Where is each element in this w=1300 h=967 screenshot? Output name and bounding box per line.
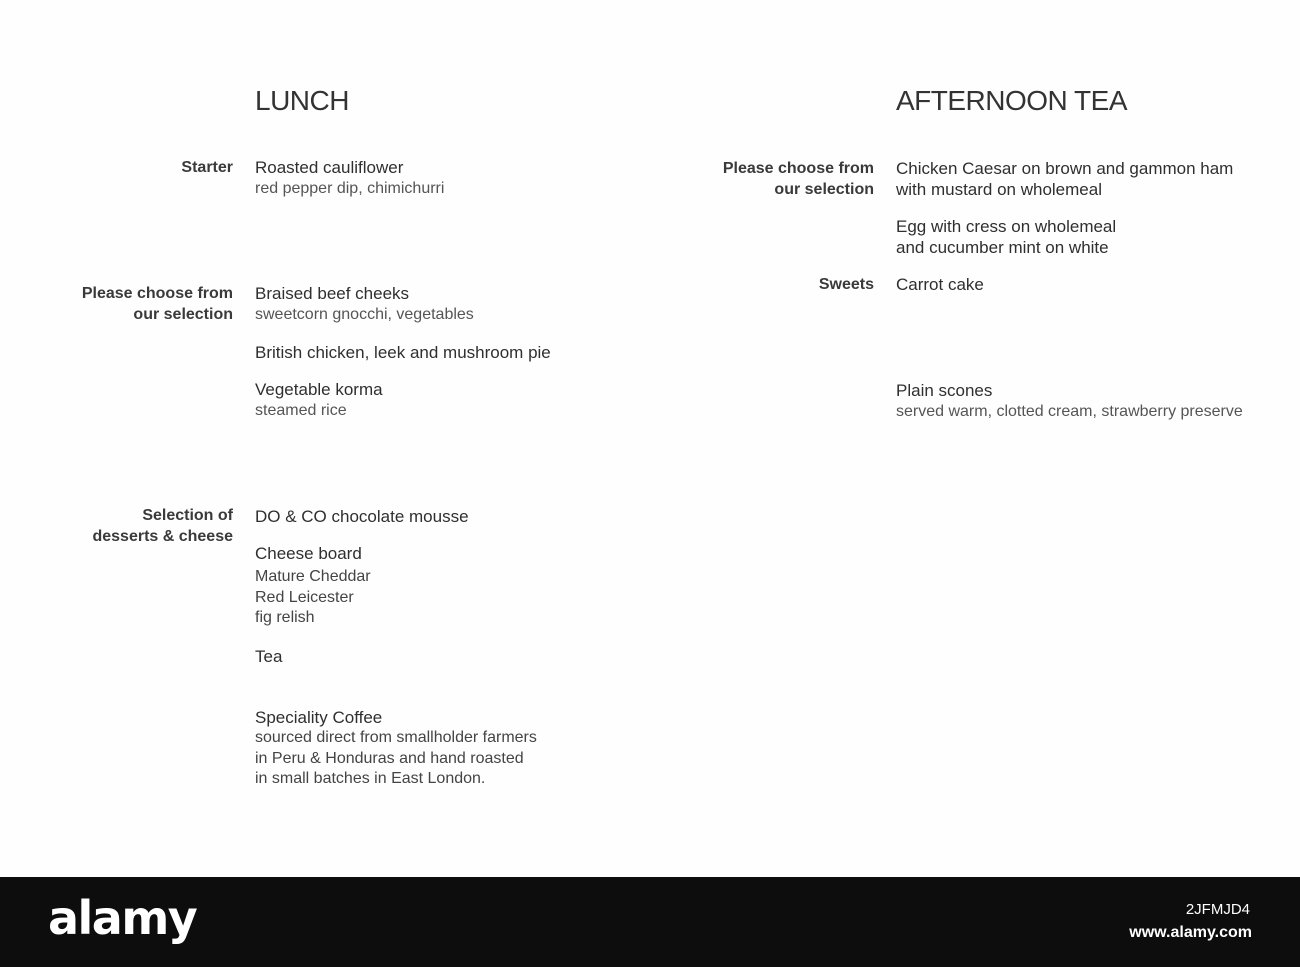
starter-label: Starter	[181, 159, 233, 176]
dessert1-item	[255, 506, 469, 527]
main1-item	[255, 283, 474, 325]
lunch-heading: LUNCH	[255, 85, 349, 116]
coffee-item	[255, 707, 537, 790]
main3-item	[255, 379, 383, 421]
footer-bar	[0, 877, 1300, 967]
sweets1-title: Carrot cake	[896, 275, 984, 294]
sweets-label: Sweets	[818, 276, 874, 293]
dessert1-title: DO & CO chocolate mousse	[255, 507, 469, 526]
site-url[interactable]: www.alamy.com	[1129, 924, 1252, 941]
tea-choose-label-line2: our selection	[774, 181, 874, 198]
dessert-label-line2: desserts & cheese	[92, 528, 233, 545]
sandwich1-line1: Chicken Caesar on brown and gammon ham	[896, 159, 1234, 178]
cheese-board-item	[255, 543, 371, 629]
lunch-main-label	[82, 283, 233, 325]
tea-title: Tea	[255, 647, 283, 666]
main3-title: Vegetable korma	[255, 380, 383, 399]
dessert-label-line1: Selection of	[142, 507, 233, 524]
main2-item	[255, 342, 551, 363]
main3-desc: steamed rice	[255, 402, 347, 419]
scones-desc: served warm, clotted cream, strawberry preserve	[896, 403, 1243, 420]
coffee-title: Speciality Coffee	[255, 708, 383, 727]
sandwich1-item	[896, 158, 1233, 200]
sweets1-item	[896, 274, 984, 295]
main1-desc: sweetcorn gnocchi, vegetables	[255, 306, 474, 323]
main2-title: British chicken, leek and mushroom pie	[255, 343, 551, 362]
starter-item	[255, 157, 444, 199]
cheese-item-1: Mature Cheddar	[255, 568, 371, 585]
sandwich2-line2: and cucumber mint on white	[896, 238, 1109, 257]
sandwich2-item	[896, 216, 1116, 258]
starter-title: Roasted cauliflower	[255, 158, 404, 177]
brand-logo[interactable]: alamy	[48, 891, 197, 945]
scones-title: Plain scones	[896, 381, 993, 400]
afternoon-tea-heading: AFTERNOON TEA	[896, 85, 1128, 116]
dessert-label	[92, 505, 233, 547]
tea-choose-label-line1: Please choose from	[722, 160, 874, 177]
coffee-desc-1: sourced direct from smallholder farmers	[255, 729, 537, 746]
tea-choose-label	[723, 158, 874, 200]
scones-item	[896, 380, 1243, 422]
cheese-item-3: fig relish	[255, 609, 315, 626]
sandwich2-line1: Egg with cress on wholemeal	[896, 217, 1117, 236]
coffee-desc-2: in Peru & Honduras and hand roasted	[255, 749, 524, 767]
coffee-desc-3: in small batches in East London.	[255, 770, 486, 787]
cheese-title: Cheese board	[255, 544, 362, 563]
lunch-main-label-line1: Please choose from	[81, 285, 233, 302]
main1-title: Braised beef cheeks	[255, 284, 410, 303]
image-id: 2JFMJD4	[1185, 901, 1250, 918]
tea-item	[255, 646, 282, 667]
sandwich1-line2: with mustard on wholemeal	[896, 180, 1102, 199]
cheese-item-2: Red Leicester	[255, 588, 354, 606]
starter-desc: red pepper dip, chimichurri	[255, 180, 445, 197]
lunch-main-label-line2: our selection	[133, 306, 233, 323]
